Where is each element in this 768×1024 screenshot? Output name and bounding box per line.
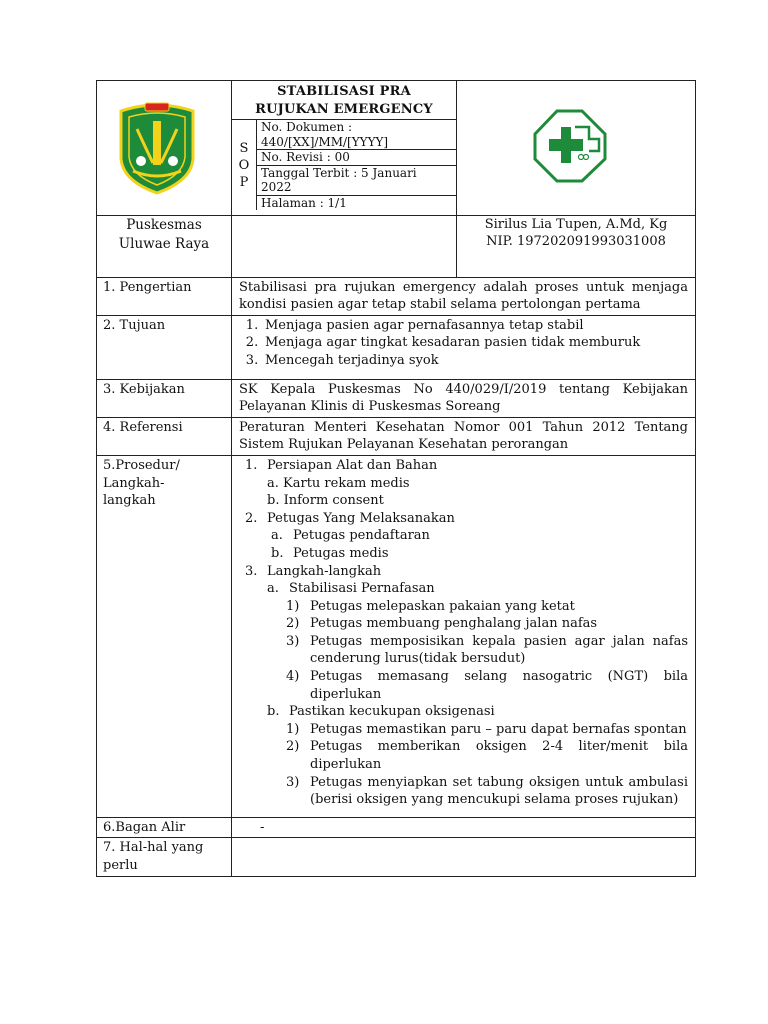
revision: No. Revisi : 00 xyxy=(257,150,456,166)
step-3b-items xyxy=(239,721,688,809)
org-row xyxy=(97,215,696,277)
step-3a-items xyxy=(239,598,688,704)
header-title-cell xyxy=(232,81,457,216)
referensi-text: Peraturan Menteri Kesehatan Nomor 001 Tahun 2012 Tentang Sistem Rujukan Pelayanan Kesehatan perorangan xyxy=(232,417,696,455)
regency-emblem-icon xyxy=(97,81,232,209)
regency-logo-cell xyxy=(97,81,232,216)
empty-cell xyxy=(232,215,457,277)
list-item: 4) Petugas memasang selang nasogatric (NGT) bila diperlukan xyxy=(286,669,688,702)
list-item: 2. Menjaga agar tingkat kesadaran pasien tidak memburuk xyxy=(245,335,641,351)
list-item: 1. Menjaga pasien agar pernafasannya tetap stabil xyxy=(245,317,584,333)
row-tujuan xyxy=(97,315,696,379)
row-bagan-alir xyxy=(97,817,696,838)
label-pengertian: 1. Pengertian xyxy=(97,277,232,315)
list-item: 3) Petugas memposisikan kepala pasien agar jalan nafas cenderung lurus(tidak bersudut) xyxy=(286,633,688,667)
org-name: Puskesmas Uluwae Raya xyxy=(97,215,232,277)
list-item: 1) Petugas memastikan paru – paru dapat bernafas spontan xyxy=(286,721,687,737)
tujuan-list xyxy=(232,315,696,379)
pengertian-text: Stabilisasi pra rujukan emergency adalah proses untuk menjaga kondisi pasien agar tetap stabil selama pertolongan pertama xyxy=(232,277,696,315)
header-row xyxy=(97,81,696,216)
sop-document xyxy=(96,80,695,877)
label-prosedur: 5.Prosedur/ Langkah- langkah xyxy=(97,455,232,817)
label-hal-hal: 7. Hal-hal yang perlu xyxy=(97,838,232,876)
label-tujuan: 2. Tujuan xyxy=(97,315,232,379)
step-3a: a. Stabilisasi Pernafasan xyxy=(267,581,435,597)
list-item: 1) Petugas melepaskan pakaian yang ketat xyxy=(286,598,575,614)
sop-meta xyxy=(257,120,456,210)
list-item: 3. Mencegah terjadinya syok xyxy=(245,352,439,368)
sop-letters: S O P xyxy=(232,120,257,210)
page-count: Halaman : 1/1 xyxy=(261,195,347,210)
list-item: 2) Petugas memberikan oksigen 2-4 liter/menit bila diperlukan xyxy=(286,739,688,773)
list-item: 2) Petugas membuang penghalang jalan nafas xyxy=(286,616,598,632)
row-hal-hal xyxy=(97,838,696,876)
health-logo-cell xyxy=(457,81,696,216)
sop-table xyxy=(96,80,696,877)
list-item: 3) Petugas menyiapkan set tabung oksigen untuk ambulasi (berisi oksigen yang mencukupi selama proses rujukan) xyxy=(286,774,688,808)
doc-number: No. Dokumen : 440/[XX]/MM/[YYYY] xyxy=(257,120,456,150)
signer-block: Sirilus Lia Tupen, A.Md, Kg NIP. 197202091993031008 xyxy=(457,215,696,277)
row-prosedur xyxy=(97,455,696,817)
sop-block xyxy=(232,119,456,210)
hal-hal-value xyxy=(232,838,696,876)
row-kebijakan xyxy=(97,379,696,417)
row-pengertian xyxy=(97,277,696,315)
step-1: 1. Persiapan Alat dan Bahan xyxy=(245,457,438,473)
step-3b: b. Pastikan kecukupan oksigenasi xyxy=(267,704,495,720)
step-1b: b. Inform consent xyxy=(267,493,384,509)
document-title: STABILISASI PRA RUJUKAN EMERGENCY xyxy=(255,84,433,117)
step-1a: a. Kartu rekam medis xyxy=(267,475,410,491)
kebijakan-text: SK Kepala Puskesmas No 440/029/I/2019 tentang Kebijakan Pelayanan Klinis di Puskesmas Soreang xyxy=(232,379,696,417)
bagan-alir-value: - xyxy=(232,817,696,838)
row-referensi xyxy=(97,417,696,455)
label-kebijakan: 3. Kebijakan xyxy=(97,379,232,417)
label-bagan-alir: 6.Bagan Alir xyxy=(97,817,232,838)
step-2b: b. Petugas medis xyxy=(271,545,389,561)
step-3: 3. Langkah-langkah xyxy=(245,563,382,579)
step-2: 2. Petugas Yang Melaksanakan xyxy=(245,510,455,526)
puskesmas-cross-icon xyxy=(457,81,696,209)
prosedur-content xyxy=(232,455,696,817)
label-referensi: 4. Referensi xyxy=(97,417,232,455)
step-2a: a. Petugas pendaftaran xyxy=(271,528,430,544)
publish-date: Tanggal Terbit : 5 Januari 2022 xyxy=(257,166,456,196)
